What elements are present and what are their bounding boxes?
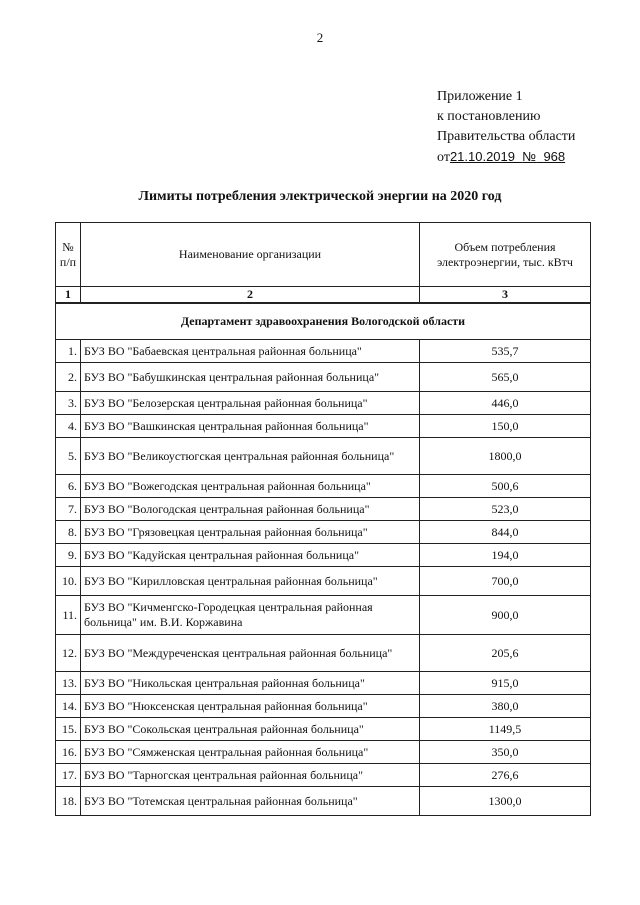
consumption-value: 500,6 [420,475,591,498]
table-row [56,567,591,596]
row-number: 1. [56,340,81,363]
table-row [56,544,591,567]
column-number: 2 [81,287,420,304]
consumption-value: 565,0 [420,363,591,392]
organization-name: БУЗ ВО "Вашкинская центральная районная больница" [81,415,420,438]
organization-name: БУЗ ВО "Кадуйская центральная районная больница" [81,544,420,567]
table-row [56,438,591,475]
row-number: 10. [56,567,81,596]
table-row [56,635,591,672]
organization-name: БУЗ ВО "Бабушкинская центральная районная больница" [81,363,420,392]
table-row [56,363,591,392]
document-title: Лимиты потребления электрической энергии на 2020 год [138,189,502,204]
row-number: 15. [56,718,81,741]
table-row [56,392,591,415]
appendix-date-line [437,147,575,168]
consumption-value: 194,0 [420,544,591,567]
appendix-line: Приложение 1 [437,89,523,104]
page-number: 2 [316,30,324,45]
organization-name: БУЗ ВО "Междуреченская центральная районная больница" [81,635,420,672]
limits-table [55,222,591,816]
consumption-value: 900,0 [420,596,591,635]
row-number: 5. [56,438,81,475]
row-number: 7. [56,498,81,521]
column-numbers-row [56,287,591,304]
organization-name: БУЗ ВО "Кичменгско-Городецкая центральная районная больница" им. В.И. Коржавина [81,596,420,635]
row-number: 9. [56,544,81,567]
row-number: 3. [56,392,81,415]
organization-name: БУЗ ВО "Кирилловская центральная районная больница" [81,567,420,596]
date-prefix: от [437,150,450,165]
table-row [56,415,591,438]
table-row [56,695,591,718]
organization-name: БУЗ ВО "Сокольская центральная районная больница" [81,718,420,741]
header-organization: Наименование организации [81,223,420,287]
number-prefix: № [522,149,537,164]
header-number: № п/п [56,223,81,287]
row-number: 12. [56,635,81,672]
row-number: 6. [56,475,81,498]
consumption-value: 844,0 [420,521,591,544]
table-row [56,498,591,521]
organization-name: БУЗ ВО "Сямженская центральная районная больница" [81,741,420,764]
organization-name: БУЗ ВО "Вожегодская центральная районная больница" [81,475,420,498]
row-number: 13. [56,672,81,695]
consumption-value: 350,0 [420,741,591,764]
row-number: 2. [56,363,81,392]
row-number: 8. [56,521,81,544]
table-row [56,475,591,498]
appendix-block [437,87,575,168]
header-volume: Объем потребления электроэнергии, тыс. кВтч [420,223,591,287]
consumption-value: 1149,5 [420,718,591,741]
row-number: 18. [56,787,81,816]
section-title: Департамент здравоохранения Вологодской области [56,303,591,340]
organization-name: БУЗ ВО "Никольская центральная районная больница" [81,672,420,695]
table-row [56,340,591,363]
consumption-value: 1300,0 [420,787,591,816]
organization-name: БУЗ ВО "Тарногская центральная районная больница" [81,764,420,787]
consumption-value: 535,7 [420,340,591,363]
section-row [56,303,591,340]
table-row [56,672,591,695]
appendix-line: Правительства области [437,129,576,144]
organization-name: БУЗ ВО "Великоустюгская центральная районная больница" [81,438,420,475]
organization-name: БУЗ ВО "Бабаевская центральная районная больница" [81,340,420,363]
consumption-value: 915,0 [420,672,591,695]
table-row [56,787,591,816]
consumption-value: 276,6 [420,764,591,787]
consumption-value: 150,0 [420,415,591,438]
consumption-value: 205,6 [420,635,591,672]
row-number: 14. [56,695,81,718]
table-row [56,718,591,741]
consumption-value: 700,0 [420,567,591,596]
row-number: 16. [56,741,81,764]
table-row [56,596,591,635]
table-row [56,741,591,764]
column-number: 3 [420,287,591,304]
column-number: 1 [56,287,81,304]
consumption-value: 446,0 [420,392,591,415]
appendix-line: к постановлению [437,109,541,124]
organization-name: БУЗ ВО "Вологодская центральная районная больница" [81,498,420,521]
decree-date: 21.10.2019 [449,149,516,164]
table-row [56,764,591,787]
consumption-value: 380,0 [420,695,591,718]
organization-name: БУЗ ВО "Грязовецкая центральная районная больница" [81,521,420,544]
row-number: 4. [56,415,81,438]
decree-number: 968 [543,149,566,164]
organization-name: БУЗ ВО "Белозерская центральная районная больница" [81,392,420,415]
row-number: 17. [56,764,81,787]
consumption-value: 523,0 [420,498,591,521]
organization-name: БУЗ ВО "Нюксенская центральная районная больница" [81,695,420,718]
table-row [56,521,591,544]
consumption-value: 1800,0 [420,438,591,475]
organization-name: БУЗ ВО "Тотемская центральная районная больница" [81,787,420,816]
row-number: 11. [56,596,81,635]
table-header-row [56,223,591,287]
